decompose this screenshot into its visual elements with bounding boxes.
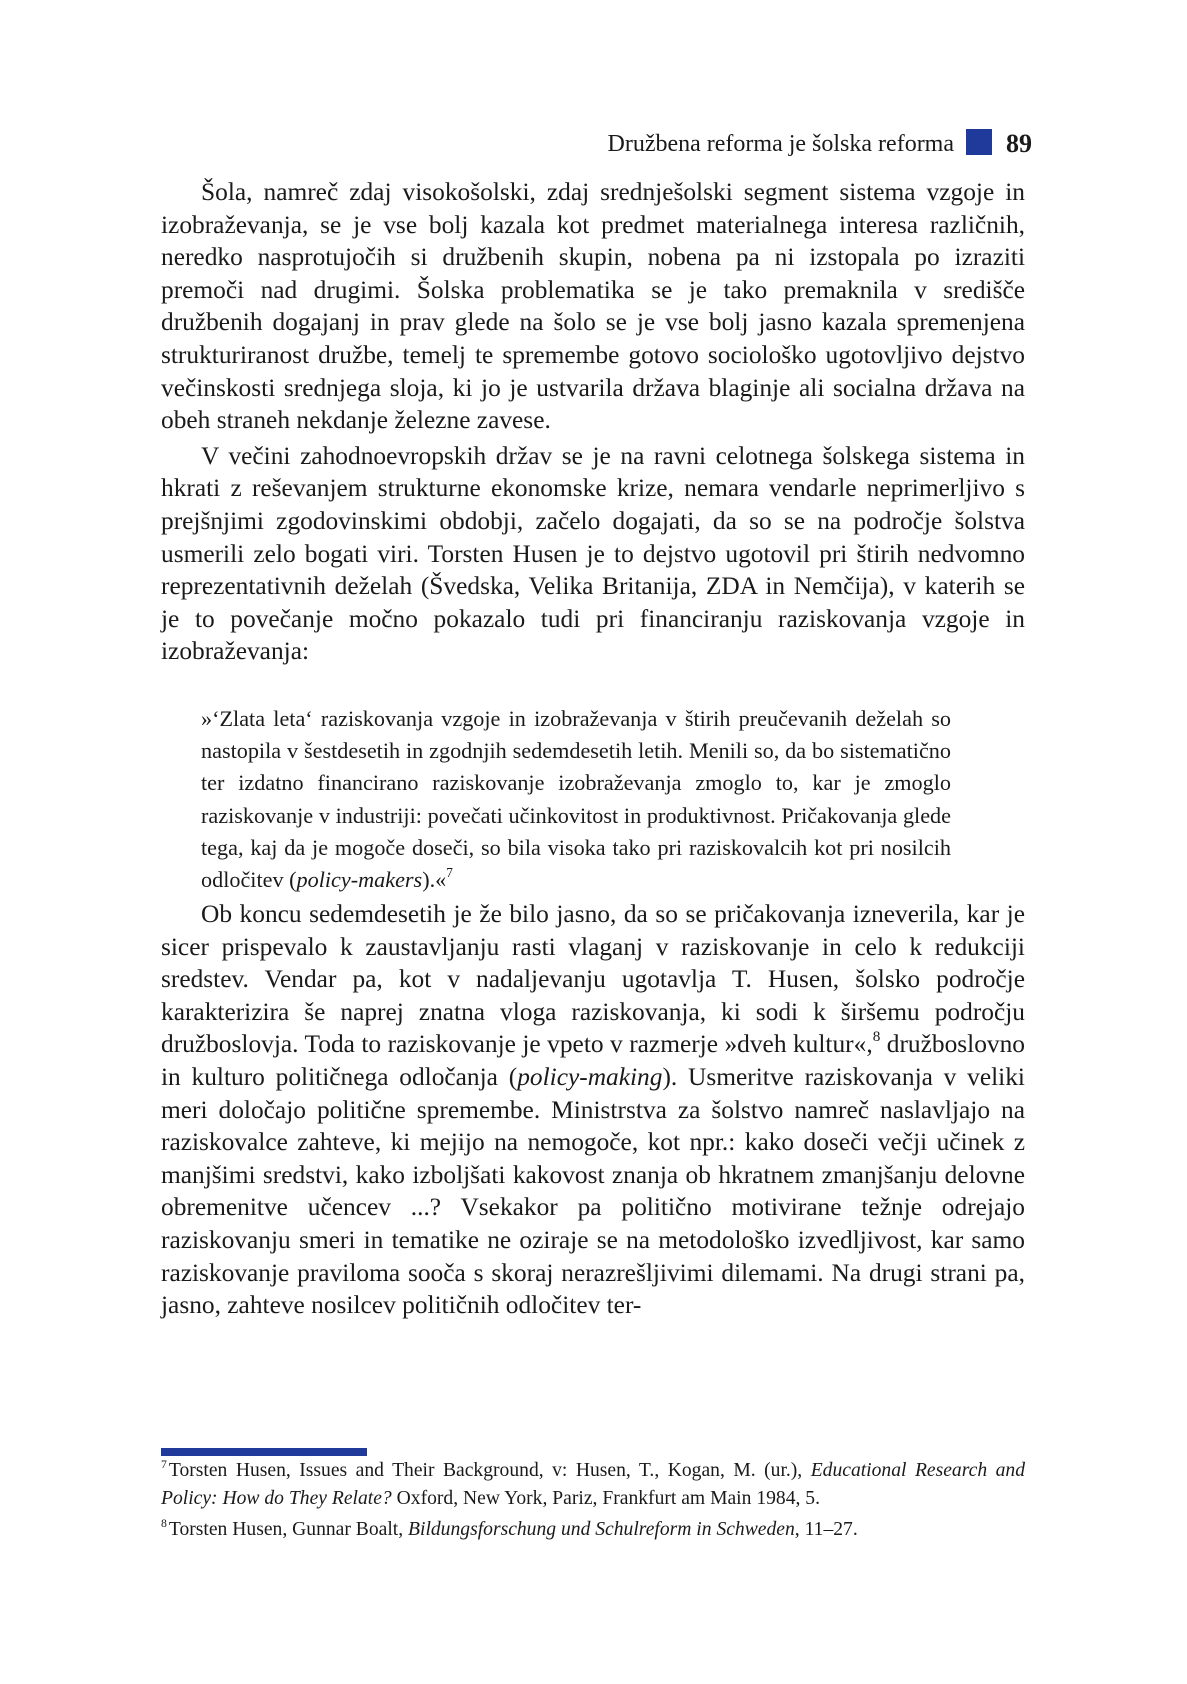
footnote-number: 8	[161, 1517, 167, 1531]
paragraph-2: V večini zahodnoevropskih držav se je na ravni celotnega šolskega sistema in hkrati z reševanjem strukturne ekonomske krize, nemara vendarle neprimerljivo s prejšnjimi zgodovinskimi obdobji, začelo dogajati, da so se na področje šolstva usmerili zelo bogati viri. Torsten Husen je to dejstvo ugotovil pri štirih nedvomno reprezentativnih deželah (Švedska, Velika Britanija, ZDA in Nemčija), v katerih se je to povečanje močno pokazalo tudi pri financiranju raziskovanja vzgoje in izobraževanja:	[161, 441, 1025, 666]
footnote-ref-7[interactable]: 7	[446, 864, 453, 880]
footnote-separator	[161, 1448, 367, 1456]
body-text-top	[161, 176, 1025, 668]
paragraph-3-part-2: družboslovno in kulturo političnega odločanja (	[161, 1030, 1026, 1091]
footnote-text: Torsten Husen, Issues and Their Background, v: Husen, T., Kogan, M. (ur.),	[168, 1460, 811, 1481]
running-title: Družbena reforma je šolska reforma	[607, 131, 954, 157]
block-quote	[201, 703, 951, 896]
footnote-text: Torsten Husen, Gunnar Boalt,	[168, 1518, 409, 1540]
header-square-marker	[966, 129, 992, 155]
paragraph-3-part-3: ). Usmeritve raziskovanja v veliki meri določajo politične spremembe. Ministrstva za šolstvo namreč naslavljajo na raziskovalce zahteve, ki mejijo na nemogoče, kot npr.: kako doseči večji učinek z manjšimi sredstvi, kako izboljšati kakovost znanja ob hkratnem zmanjšanju delovne obremenitve učencev ...? Vsekakor pa politično motivirane težnje odrejajo raziskovanju smeri in tematike ne oziraje se na metodološko izvedljivost, kar samo raziskovanje praviloma sooča s skoraj nerazrešljivimi dilemami. Na drugi strani pa, jasno, zahteve nosilcev političnih odločitev ter-	[161, 1062, 1025, 1320]
footnote-ref-8[interactable]: 8	[872, 1027, 881, 1045]
footnote-title: Educational Research and Policy: How do They Relate?	[161, 1460, 1025, 1510]
footnotes	[161, 1457, 1025, 1544]
quote-italic-term: policy-makers	[296, 867, 423, 893]
paragraph-3-italic-term: policy-making	[517, 1062, 663, 1091]
quote-end: ).«	[422, 867, 447, 893]
footnote-7	[161, 1457, 1025, 1514]
running-header	[0, 127, 1187, 167]
footnote-text-end: , 11–27.	[794, 1518, 858, 1540]
body-text-bottom	[161, 898, 1025, 1322]
page-number: 89	[1006, 129, 1032, 158]
footnote-title: Bildungsforschung und Schulreform in Schweden	[408, 1518, 795, 1540]
footnote-8	[161, 1516, 1025, 1544]
footnote-text-end: Oxford, New York, Pariz, Frankfurt am Main 1984, 5.	[391, 1488, 821, 1510]
footnote-number: 7	[161, 1458, 167, 1472]
quote-text: »‘Zlata leta‘ raziskovanja vzgoje in izobraževanja v štirih preučevanih deželah so nastopila v šestdesetih in zgodnjih sedemdesetih letih. Menili so, da bo sistematično ter izdatno financirano raziskovanje izobraževanja zmoglo to, kar je zmoglo raziskovanje v industriji: povečati učinkovitost in produktivnost. Pričakovanja glede tega, kaj da je mogoče doseči, so bila visoka tako pri raziskovalcih kot pri nosilcih odločitev (	[201, 706, 951, 893]
paragraph-3	[161, 898, 1025, 1322]
paragraph-1: Šola, namreč zdaj visokošolski, zdaj srednješolski segment sistema vzgoje in izobraževanja, se je vse bolj kazala kot predmet materialnega interesa različnih, neredko nasprotujočih si družbenih skupin, nobena pa ni izstopala po izraziti premoči nad drugimi. Šolska problematika se je tako premaknila v središče družbenih dogajanj in prav glede na šolo se je vse bolj jasno kazala spremenjena strukturiranost družbe, temelj te spremembe gotovo sociološko ugotovljivo dejstvo večinskosti srednjega sloja, ki jo je ustvarila država blaginje ali socialna država na obeh straneh nekdanje železne zavese.	[161, 178, 1025, 435]
paragraph-3-part-1: Ob koncu sedemdesetih je že bilo jasno, da so se pričakovanja izneverila, kar je sicer prispevalo k zaustavljanju rasti vlaganj v raziskovanje in celo k redukciji sredstev. Vendar pa, kot v nadaljevanju ugotavlja T. Husen, šolsko področje karakterizira še naprej znatna vloga raziskovanja, ki sodi k širšemu področju družboslovja. Toda to raziskovanje je vpeto v razmerje »dveh kultur«,	[161, 900, 1025, 1059]
